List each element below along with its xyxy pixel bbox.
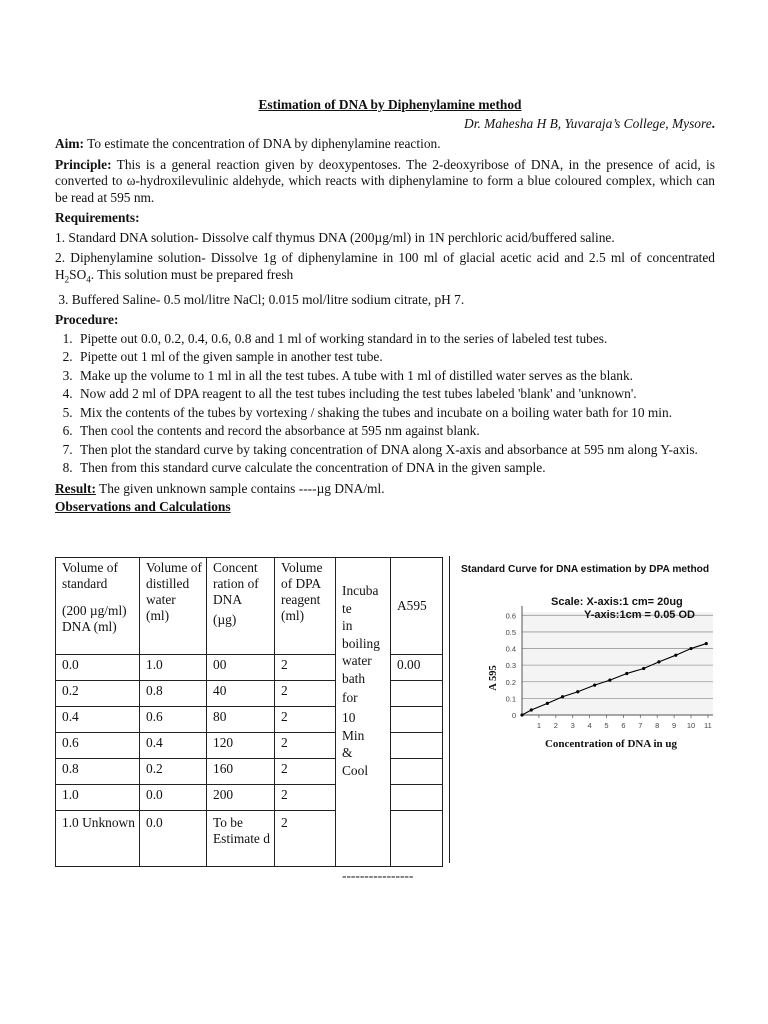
data-point	[625, 672, 628, 675]
table-cell	[391, 733, 443, 759]
table-cell	[391, 707, 443, 733]
document-body	[55, 97, 715, 516]
result-paragraph	[55, 481, 715, 498]
document-title: Estimation of DNA by Diphenylamine method	[258, 97, 522, 112]
table-cell	[391, 785, 443, 811]
incubation-word: Incuba	[342, 583, 379, 598]
x-tick-label: 4	[587, 721, 592, 730]
chart-annotation-scale: Scale: X-axis:1 cm= 20ug	[551, 596, 683, 608]
data-point	[689, 647, 692, 650]
procedure-step: 4. Now add 2 ml of DPA reagent to all the test tubes including the test tubes labeled 'blank' and 'unknown'.	[76, 386, 715, 403]
table-header-row	[56, 558, 443, 655]
x-tick-label: 7	[638, 721, 643, 730]
header-text: (200 µg/ml)	[62, 603, 127, 618]
requirement-1: 1. Standard DNA solution- Dissolve calf thymus DNA (200µg/ml) in 1N perchloric acid/buffered saline.	[55, 229, 615, 245]
data-point	[593, 683, 596, 686]
table-cell: 200	[207, 785, 275, 811]
table-cell	[391, 759, 443, 785]
data-point	[705, 642, 708, 645]
incubation-word: for	[342, 690, 358, 705]
table-cell: 0.2	[56, 681, 140, 707]
data-point	[576, 690, 579, 693]
procedure-step: 7. Then plot the standard curve by taking concentration of DNA along X-axis and absorbance at 595 nm along Y-axis.	[76, 442, 715, 459]
data-point	[546, 702, 549, 705]
requirement-2-sub2: 4	[86, 274, 91, 285]
header-cell	[56, 558, 140, 655]
x-tick-label: 6	[621, 721, 626, 730]
table-cell: 0.2	[140, 759, 207, 785]
data-point	[642, 667, 645, 670]
principle-text: This is a general reaction given by deoxypentoses. The 2-deoxyribose of DNA, in the presence of acid, is converted to ω-hydroxilevulinic aldehyde, which reacts with diphenylamine to form a blue coloured complex, which can be read at 595 nm.	[55, 156, 715, 205]
table-cell: 0.4	[140, 733, 207, 759]
header-cell	[391, 558, 443, 655]
data-point	[608, 679, 611, 682]
principle-label: Principle:	[55, 156, 112, 172]
incubation-word: water	[342, 653, 372, 668]
procedure-step: 8. Then from this standard curve calculate the concentration of DNA in the given sample.	[76, 460, 715, 477]
table-cell: 0.6	[56, 733, 140, 759]
chart-svg	[459, 560, 731, 760]
procedure-list	[55, 331, 715, 477]
header-cell	[207, 558, 275, 655]
table-cell: 0.6	[140, 707, 207, 733]
x-tick-label: 11	[704, 721, 712, 730]
chart-title: Standard Curve for DNA estimation by DPA method	[461, 564, 710, 575]
author-line	[55, 116, 715, 133]
table-cell: 2	[275, 681, 336, 707]
aim-label: Aim:	[55, 136, 85, 151]
procedure-step: 1. Pipette out 0.0, 0.2, 0.4, 0.6, 0.8 and 1 ml of working standard in to the series of labeled test tubes.	[76, 331, 715, 348]
table-cell: 0.00	[391, 655, 443, 681]
header-text: (µg)	[213, 612, 237, 627]
table-cell: 40	[207, 681, 275, 707]
table-cell: 0.8	[56, 759, 140, 785]
data-point	[674, 654, 677, 657]
requirement-3: 3. Buffered Saline- 0.5 mol/litre NaCl; 0.015 mol/litre sodium citrate, pH 7.	[55, 291, 465, 307]
incubation-word: bath	[342, 670, 366, 686]
principle-paragraph	[55, 157, 715, 207]
header-cell: Volume of DPA reagent (ml)	[275, 558, 336, 655]
x-tick-label: 10	[686, 721, 696, 730]
table-cell: 2	[275, 759, 336, 785]
header-cell: Volume of distilled water (ml)	[140, 558, 207, 655]
table-cell: 2	[275, 707, 336, 733]
header-text: Volume of standard	[62, 560, 118, 591]
y-tick-label: 0.1	[505, 694, 516, 704]
y-tick-label: 0	[511, 711, 516, 720]
table-cell: 1.0	[140, 655, 207, 681]
x-tick-label: 1	[536, 721, 541, 730]
incubation-word: in	[342, 618, 353, 633]
table-cell: 2	[275, 811, 336, 867]
x-tick-label: 8	[655, 721, 660, 730]
requirement-2-a: 2. Diphenylamine solution- Dissolve 1g of diphenylamine in 100 ml of glacial acetic acid and 2.5 ml of concentrated H	[55, 250, 715, 282]
author-name: Dr. Mahesha H B, Yuvaraja’s College, Mysore	[464, 115, 712, 131]
procedure-step: 3. Make up the volume to 1 ml in all the test tubes. A tube with 1 ml of distilled water serves as the blank.	[76, 368, 715, 385]
x-tick-label: 5	[604, 721, 609, 730]
x-tick-label: 2	[553, 721, 558, 730]
table-cell: 0.0	[140, 785, 207, 811]
x-tick-label: 3	[570, 721, 575, 730]
table-cell: 2	[275, 733, 336, 759]
table-cell: 0.0	[140, 811, 207, 867]
incubation-word: &	[342, 745, 353, 760]
data-point	[530, 708, 533, 711]
result-label: Result:	[55, 480, 96, 496]
table-cell	[391, 681, 443, 707]
requirement-2	[55, 250, 715, 288]
table-cell: 1.0	[56, 785, 140, 811]
plot-area-background	[522, 612, 713, 715]
incubation-word: boiling	[342, 635, 380, 651]
requirement-2-c: . This solution must be prepared fresh	[90, 266, 294, 282]
header-text: A595	[397, 597, 427, 613]
y-tick-label: 0.4	[505, 644, 516, 654]
y-tick-label: 0.6	[505, 611, 516, 621]
requirements-heading: Requirements:	[55, 210, 140, 225]
result-text: The given unknown sample contains ----µg DNA/ml.	[95, 480, 385, 496]
observations-table	[55, 557, 443, 867]
requirement-2-sub1: 2	[64, 274, 70, 285]
x-axis-label: Concentration of DNA in ug	[544, 738, 678, 750]
table-cell: 0.0	[56, 655, 140, 681]
y-tick-label: 0.3	[505, 661, 516, 671]
data-point	[561, 695, 564, 698]
aim-text: To estimate the concentration of DNA by diphenylamine reaction.	[84, 136, 441, 151]
dashed-line: ----------------	[342, 868, 414, 883]
data-point	[520, 713, 523, 716]
table-cell: To be Estimate d	[207, 811, 275, 867]
table-cell: 2	[275, 785, 336, 811]
standard-curve-chart	[459, 560, 731, 760]
table-cell: 1.0 Unknown	[56, 811, 140, 867]
author-end: .	[711, 115, 715, 131]
y-tick-label: 0.5	[505, 627, 516, 637]
table-cell: 80	[207, 707, 275, 733]
table-cell: 0.8	[140, 681, 207, 707]
observations-heading: Observations and Calculations	[55, 499, 231, 515]
procedure-step: 6. Then cool the contents and record the absorbance at 595 nm against blank.	[76, 423, 715, 440]
header-text: DNA (ml)	[62, 619, 117, 634]
incubation-word: 10	[342, 710, 356, 725]
chart-annotation-y: Y-axis:1cm = 0.05 OD	[584, 609, 695, 621]
y-tick-label: 0.2	[505, 677, 516, 687]
procedure-heading: Procedure:	[55, 312, 119, 328]
requirement-2-b: SO	[69, 266, 87, 282]
incubation-cell	[336, 558, 391, 867]
table-cell: 120	[207, 733, 275, 759]
aim-paragraph	[55, 136, 715, 153]
x-tick-label: 9	[672, 721, 677, 730]
data-point	[657, 660, 660, 663]
table-cell	[391, 811, 443, 867]
column-separator-line	[449, 556, 450, 863]
table-cell: 2	[275, 655, 336, 681]
procedure-step: 2. Pipette out 1 ml of the given sample in another test tube.	[76, 349, 715, 366]
incubation-word: te	[342, 600, 352, 616]
header-text: Concent ration of DNA	[213, 560, 259, 607]
table-cell: 160	[207, 759, 275, 785]
incubation-word: Min	[342, 727, 365, 743]
table-cell: 0.4	[56, 707, 140, 733]
procedure-step: 5. Mix the contents of the tubes by vortexing / shaking the tubes and incubate on a boiling water bath for 10 min.	[76, 405, 715, 422]
table-cell: 00	[207, 655, 275, 681]
incubation-word: Cool	[342, 762, 369, 778]
y-axis-label: A 595	[488, 665, 499, 691]
